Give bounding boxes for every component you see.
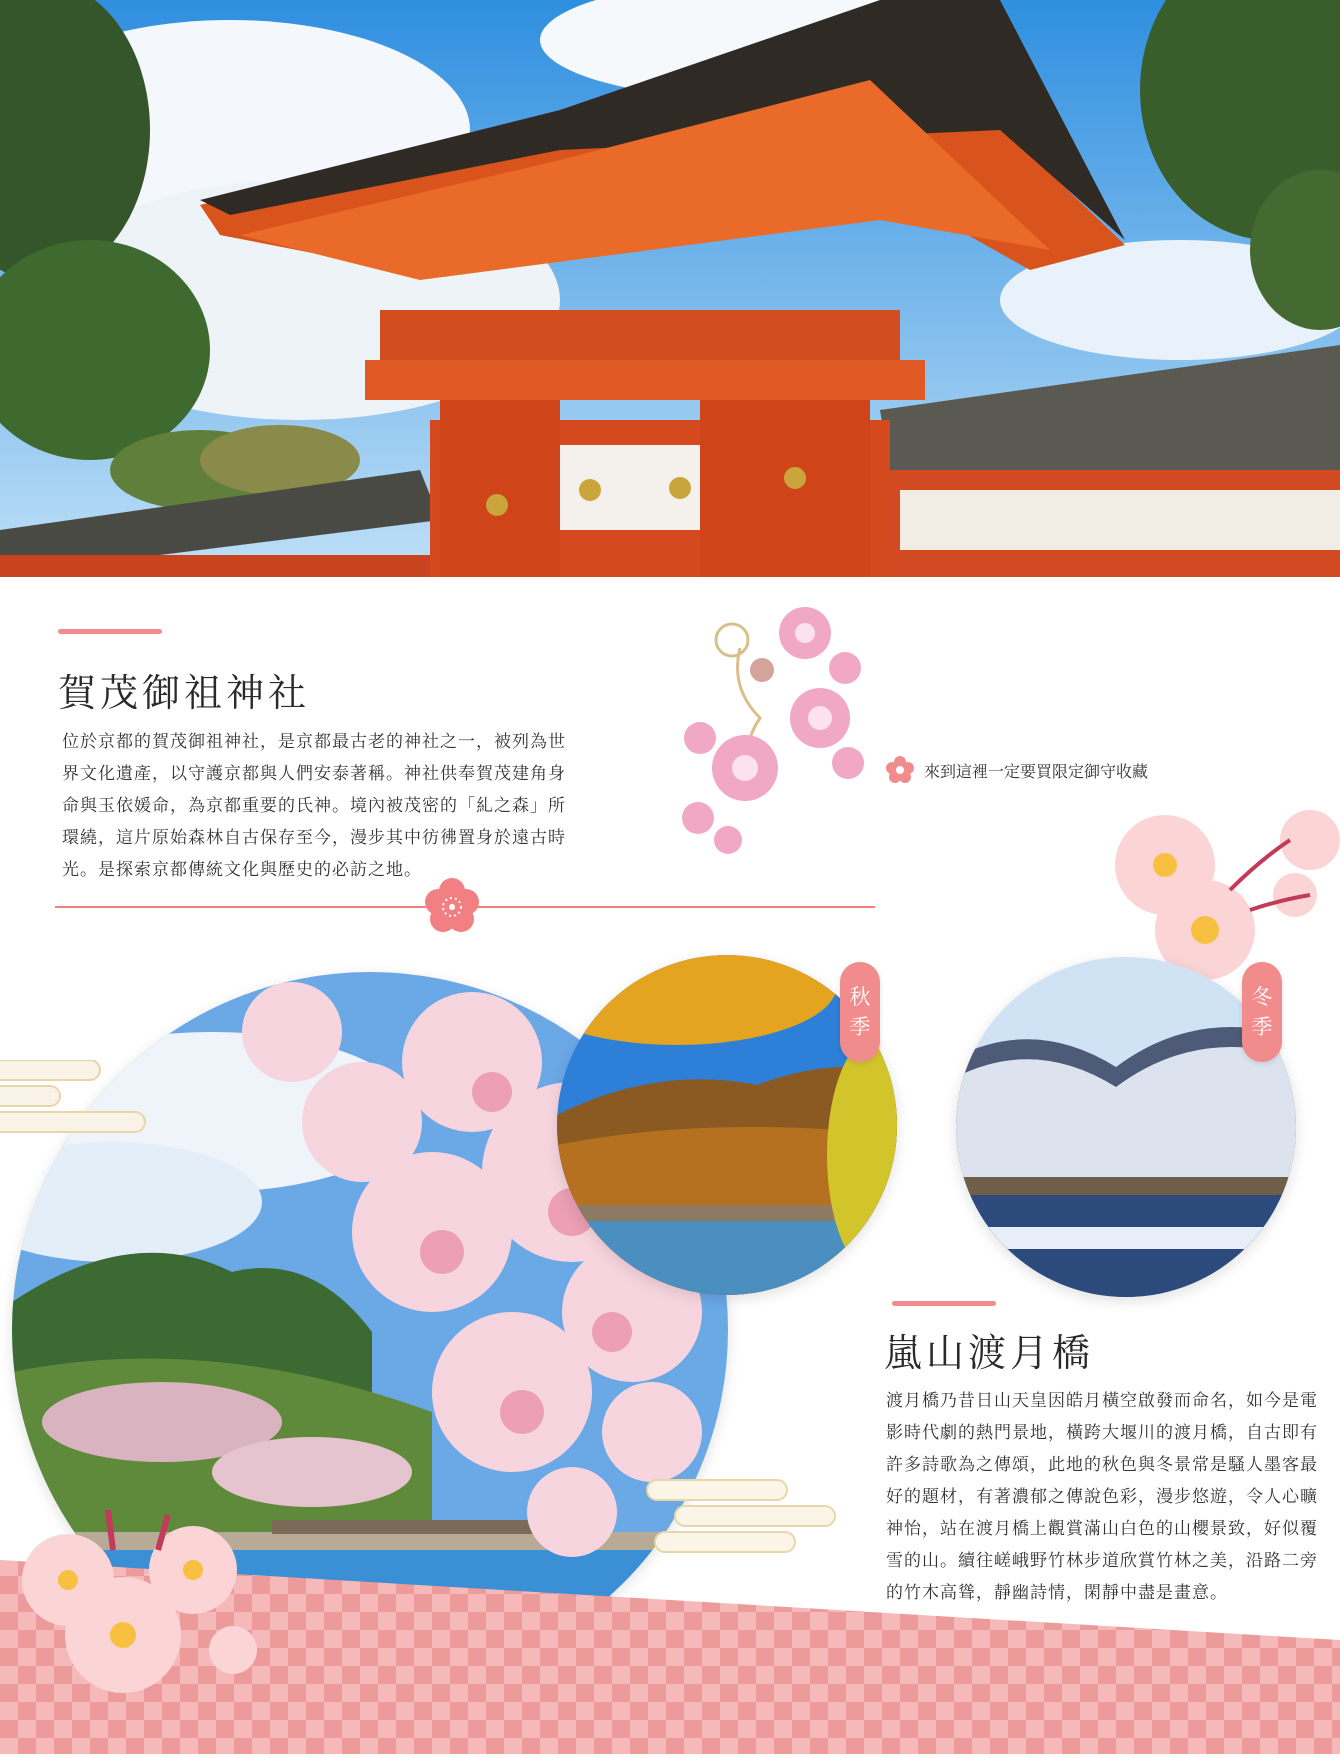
title-accent-line-2 bbox=[892, 1301, 996, 1306]
plum-blossom-badge-icon bbox=[424, 878, 480, 934]
plum-blossom-icon bbox=[886, 756, 914, 784]
section-title-shrine: 賀茂御祖神社 bbox=[58, 671, 311, 715]
tag-autumn-char-2: 季 bbox=[849, 1015, 871, 1039]
tag-autumn bbox=[840, 962, 880, 1062]
souvenir-note-text: 來到這裡一定要買限定御守收藏 bbox=[924, 761, 1149, 781]
cherry-blossom-decoration-bottom bbox=[18, 1510, 258, 1700]
title-accent-line bbox=[58, 629, 162, 634]
section-title-bridge: 嵐山渡月橋 bbox=[884, 1331, 1095, 1375]
tag-winter-char-2: 季 bbox=[1251, 1015, 1273, 1039]
tag-winter-char-1: 冬 bbox=[1251, 985, 1273, 1009]
souvenir-note bbox=[886, 756, 1148, 784]
section-body-shrine: 位於京都的賀茂御祖神社，是京都最古老的神社之一，被列為世界文化遺產，以守護京都與人們安泰著稱。神社供奉賀茂建角身命與玉依媛命，為京都重要的氏神。境內被茂密的「糺之森」所環繞，這片原始森林自古保存至今，漫步其中彷彿置身於遠古時光。是探索京都傳統文化與歷史的必訪之地。 bbox=[62, 732, 566, 880]
cloud-decoration-left bbox=[0, 1060, 150, 1140]
sakura-omamori-illustration bbox=[670, 578, 870, 860]
tag-autumn-char-1: 秋 bbox=[849, 985, 871, 1009]
section-body-bridge: 渡月橋乃昔日山天皇因皓月橫空啟發而命名，如今是電影時代劇的熱門景地，橫跨大堰川的渡月橋，自古即有許多詩歌為之傳頌，此地的秋色與冬景常是騷人墨客最好的題材，有著濃郁之傳說色彩，漫步悠遊，令人心曠神怡，站在渡月橋上觀賞滿山白色的山櫻景致，好似覆雪的山。續往嵯峨野竹林步道欣賞竹林之美，沿路二旁的竹木高聳，靜幽詩情，閑靜中盡是畫意。 bbox=[886, 1391, 1318, 1603]
hero-photo-shrine-gate bbox=[0, 0, 1340, 577]
tag-winter bbox=[1242, 962, 1282, 1062]
